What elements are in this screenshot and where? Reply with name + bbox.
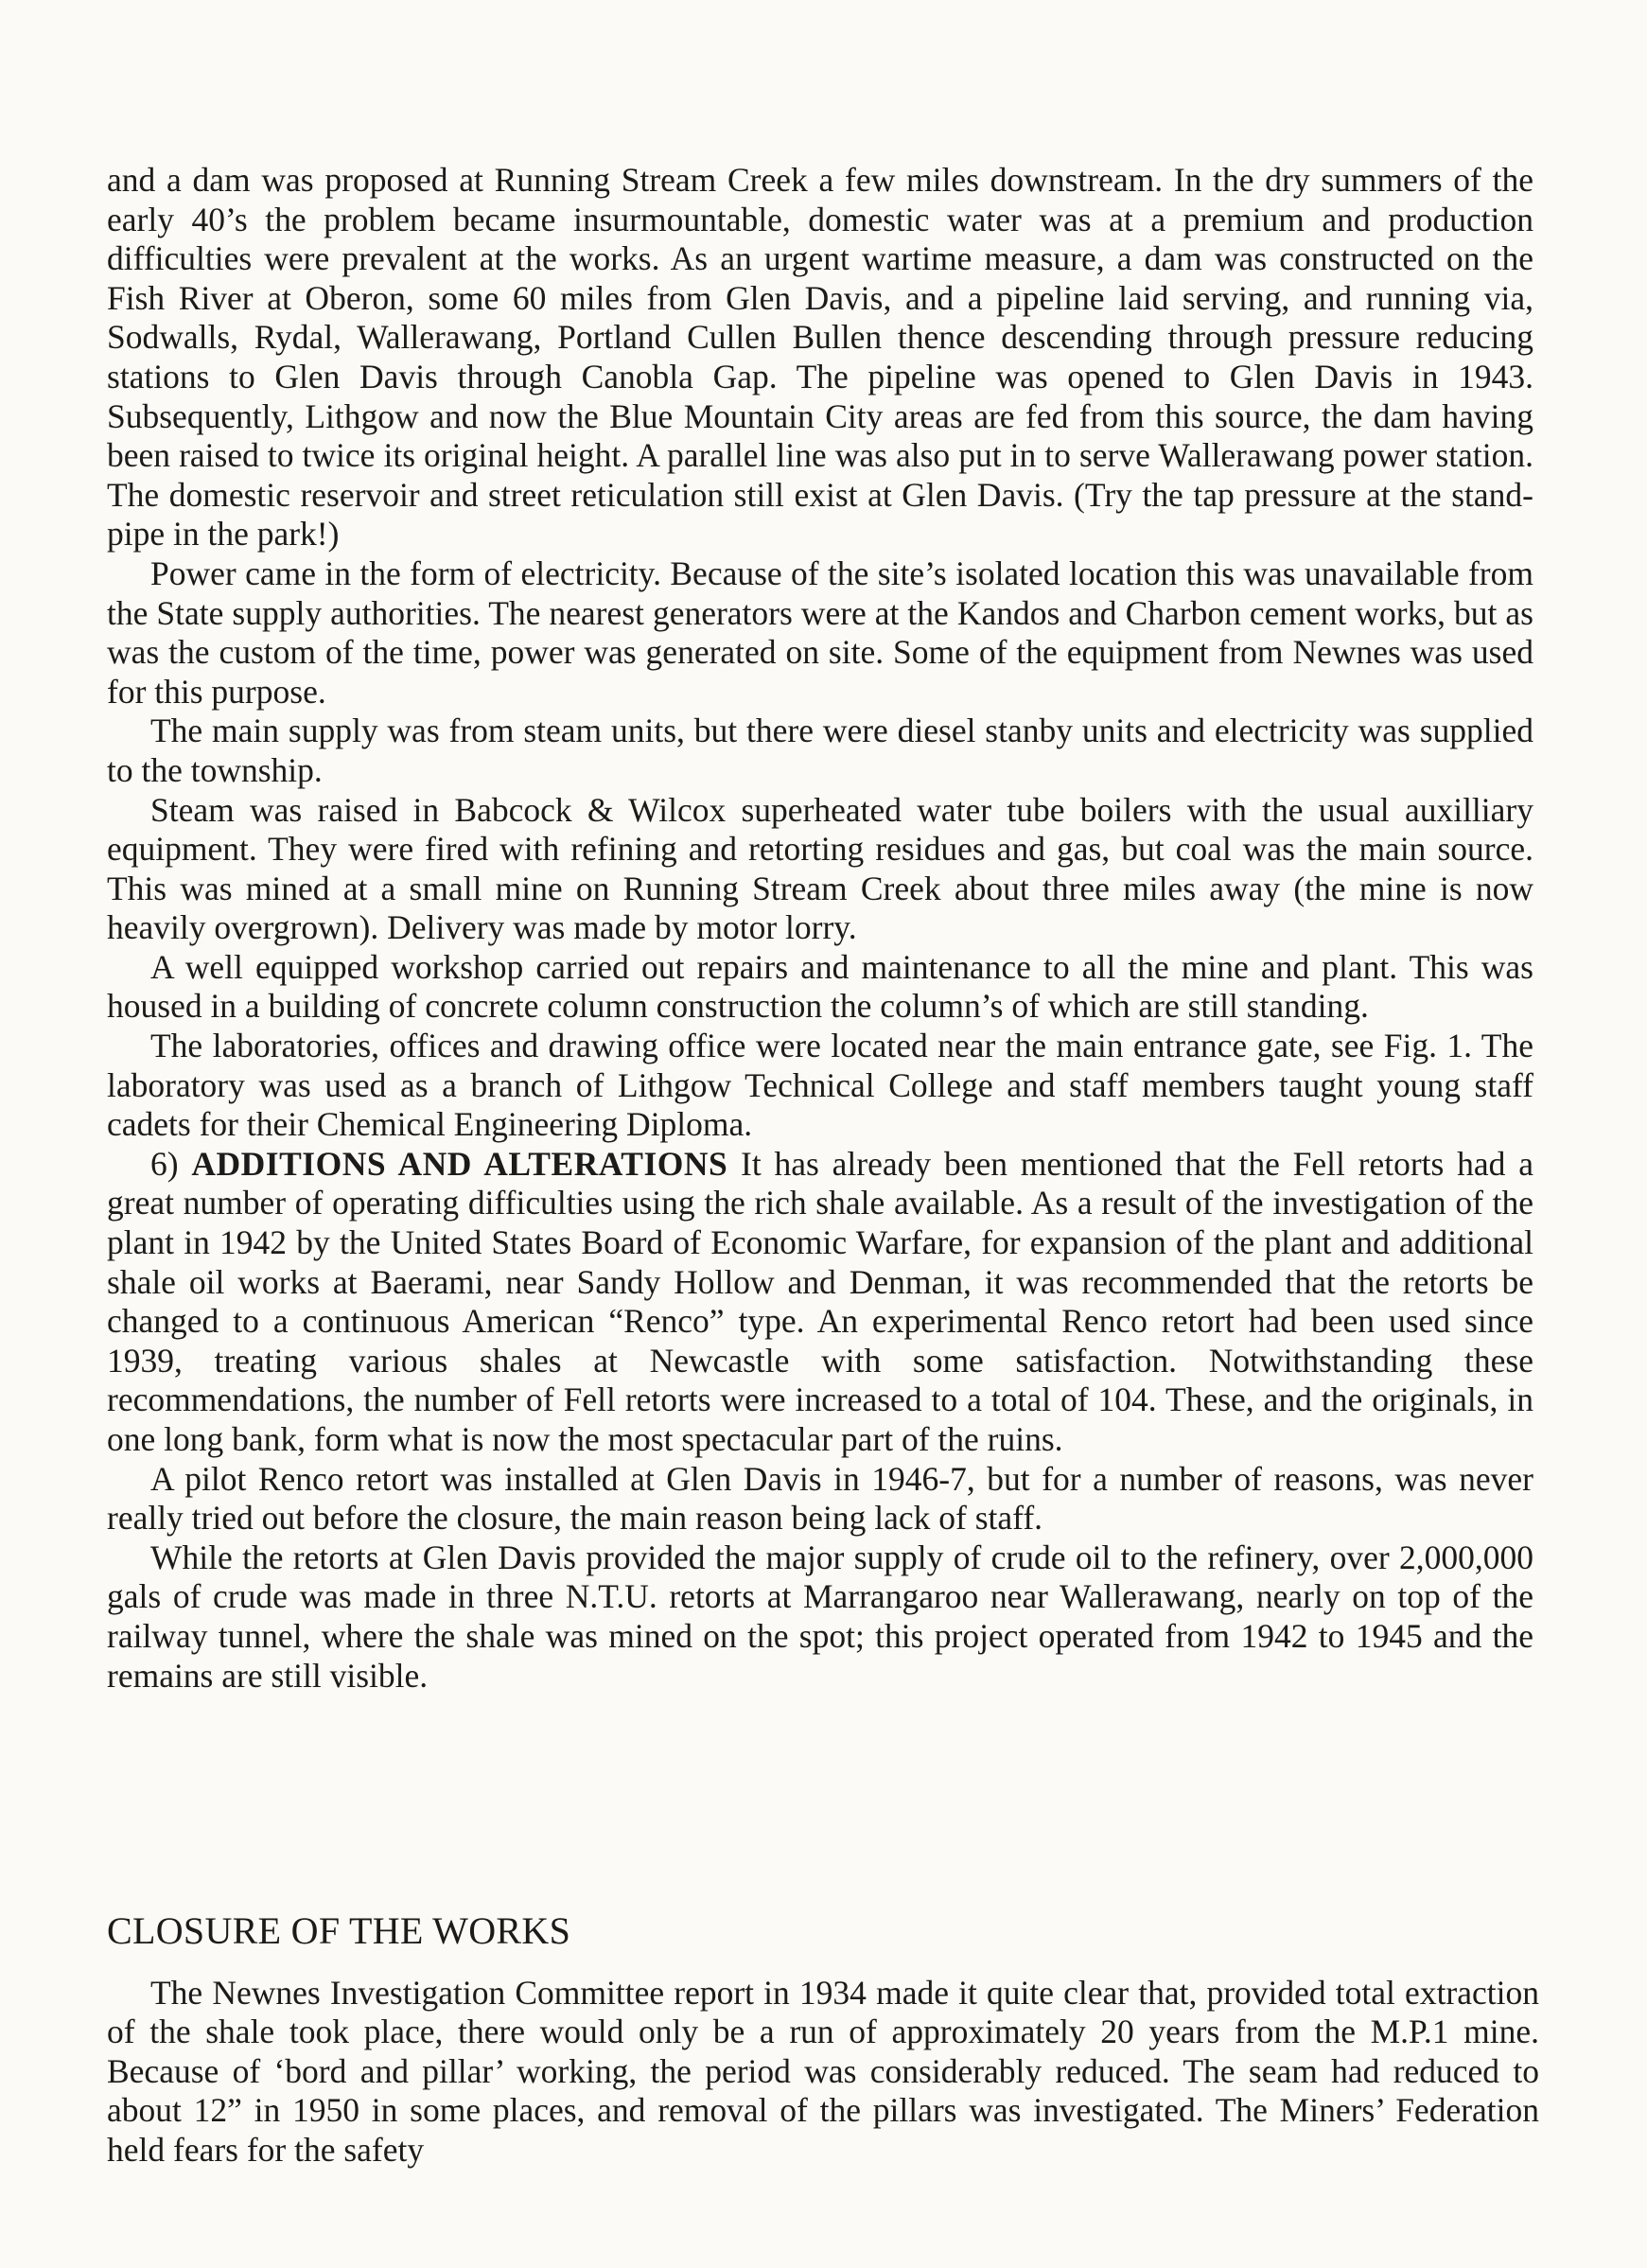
closure-section bbox=[107, 1911, 1539, 2171]
paragraph-closure: The Newnes Investigation Committee report in 1934 made it quite clear that, provided total extraction of the shale took place, there would only be a run of approximately 20 years from the M.P.1 mine. Because of ‘bord and pillar’ working, the period was considerably reduced. The seam had reduced to about 12” in 1950 in some places, and removal of the pillars was investigated. The Miners’ Federation held fears for the safety bbox=[107, 1973, 1539, 2169]
section-heading-additions: ADDITIONS AND ALTERATIONS bbox=[191, 1144, 728, 1183]
paragraph-boilers: Steam was raised in Babcock & Wilcox superheated water tube boilers with the usual auxilliary equipment. They were fired with refining and retorting residues and gas, but coal was the main source. This was mined at a small mine on Running Stream Creek about three miles away (the mine is now heavily overgrown). Delivery was made by motor lorry. bbox=[107, 790, 1533, 947]
paragraph-steam-units: The main supply was from steam units, but there were diesel stanby units and electricity was supplied to the township. bbox=[107, 712, 1533, 789]
paragraph-water-supply: and a dam was proposed at Running Stream Creek a few miles downstream. In the dry summers of the early 40’s the problem became insurmountable, domestic water was at a premium and production difficulties were prevalent at the works. As an urgent wartime measure, a dam was constructed on the Fish River at Oberon, some 60 miles from Glen Davis, and a pipeline laid serving, and running via, Sodwalls, Rydal, Wallerawang, Portland Cullen Bullen thence descending through pressure reducing stations to Glen Davis through Canobla Gap. The pipeline was opened to Glen Davis in 1943. Subsequently, Lithgow and now the Blue Mountain City areas are fed from this source, the dam having been raised to twice its original height. A parallel line was also put in to serve Wallerawang power station. The domestic reservoir and street reticulation still exist at Glen Davis. (Try the tap pressure at the stand-pipe in the park!) bbox=[107, 161, 1533, 554]
paragraph-marrangaroo: While the retorts at Glen Davis provided the major supply of crude oil to the refinery, over 2,000,000 gals of crude was made in three N.T.U. retorts at Marrangaroo near Wallerawang, nearly on top of the railway tunnel, where the shale was mined on the spot; this project operated from 1942 to 1945 and the remains are still visible. bbox=[107, 1538, 1533, 1695]
paragraph-power: Power came in the form of electricity. Because of the site’s isolated location this was unavailable from the State supply authorities. The nearest generators were at the Kandos and Charbon cement works, but as was the custom of the time, power was generated on site. Some of the equipment from Newnes was used for this purpose. bbox=[107, 554, 1533, 711]
paragraph-workshop: A well equipped workshop carried out repairs and maintenance to all the mine and plant. This was housed in a building of concrete column construction the column’s of which are still standing. bbox=[107, 947, 1533, 1026]
section-number: 6) bbox=[150, 1144, 192, 1183]
body-text bbox=[107, 161, 1533, 1696]
paragraph-additions bbox=[107, 1145, 1533, 1460]
paragraph-laboratories: The laboratories, offices and drawing office were located near the main entrance gate, see Fig. 1. The laboratory was used as a branch of Lithgow Technical College and staff members taught young staff cadets for their Chemical Engineering Diploma. bbox=[107, 1027, 1533, 1144]
paragraph-additions-text: It has already been mentioned that the Fell retorts had a great number of operating difficulties using the rich shale available. As a result of the investigation of the plant in 1942 by the United States Board of Economic Warfare, for expansion of the plant and additional shale oil works at Baerami, near Sandy Hollow and Denman, it was recommended that the retorts be changed to a continuous American “Renco” type. An experimental Renco retort had been used since 1939, treating various shales at Newcastle with some satisfaction. Notwithstanding these recommendations, the number of Fell retorts were increased to a total of 104. These, and the originals, in one long bank, form what is now the most spectacular part of the ruins. bbox=[107, 1144, 1533, 1458]
section-heading-closure: CLOSURE OF THE WORKS bbox=[107, 1909, 571, 1952]
paragraph-pilot-renco: A pilot Renco retort was installed at Glen Davis in 1946-7, but for a number of reasons, was never really tried out before the closure, the main reason being lack of staff. bbox=[107, 1459, 1533, 1538]
